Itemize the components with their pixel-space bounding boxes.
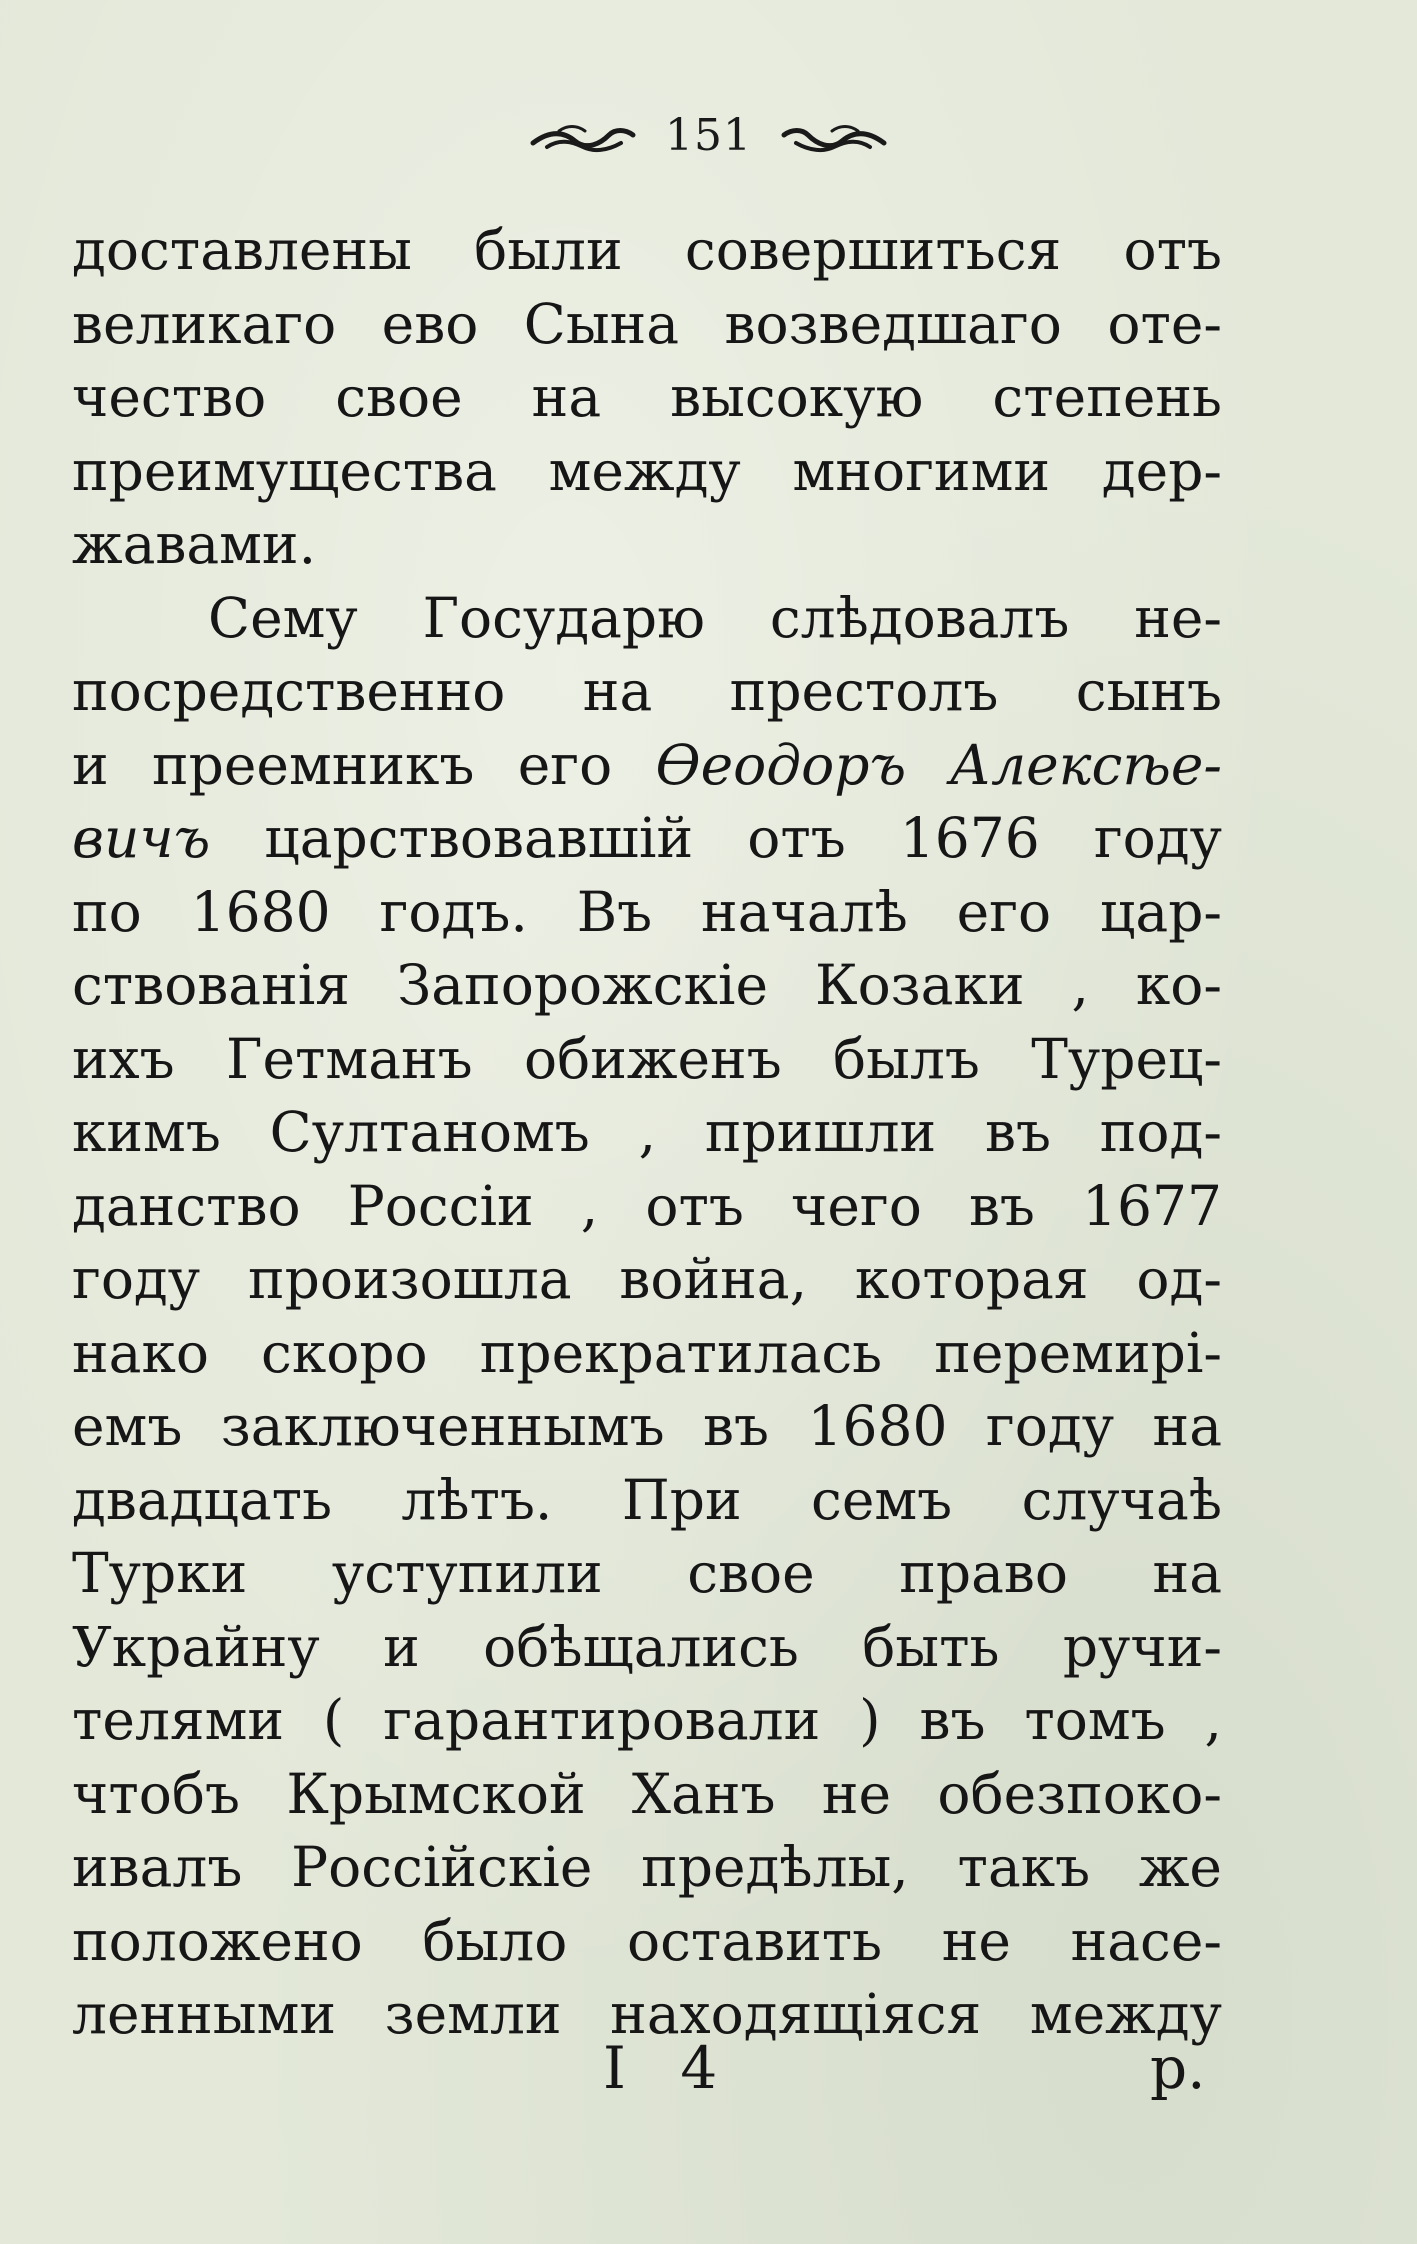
- text-line: году произошла война, которая од-: [72, 1247, 1222, 1311]
- text-line: великаго ево Сына возведшаго оте-: [72, 291, 1222, 356]
- text-line: чество свое на высокую степень: [72, 365, 1222, 429]
- text-line: [72, 729, 1222, 803]
- text-line: ивалъ Россійскіе предѣлы, такъ же: [72, 1835, 1222, 1899]
- italic-name: Ѳеодоръ Алексѣе-: [655, 732, 1222, 797]
- text-line: емъ заключеннымъ въ 1680 году на: [72, 1394, 1222, 1458]
- page-header: [0, 100, 1417, 170]
- text-line: ленными земли находящіяся между: [72, 1982, 1222, 2046]
- page-number: 151: [665, 109, 752, 161]
- text-line: по 1680 годъ. Въ началѣ его цар-: [72, 879, 1222, 944]
- text-line: преимущества между многими дер-: [72, 438, 1222, 503]
- text-segment: царствовавшій отъ 1676 году: [210, 806, 1222, 870]
- text-line: кимъ Султаномъ , пришли въ под-: [72, 1100, 1222, 1164]
- text-line: телями ( гарантировали ) въ томъ ,: [72, 1688, 1222, 1752]
- signature-mark: I 4: [603, 2034, 736, 2102]
- text-line: положено было оставить не насе-: [72, 1908, 1222, 1973]
- text-line: доставлены были совершиться отъ: [72, 218, 1222, 282]
- right-ornament-icon: [778, 113, 888, 157]
- catchword: р.: [1150, 2034, 1206, 2102]
- text-line: данство Россіи , отъ чего въ 1677: [72, 1173, 1222, 1238]
- text-line: жавами.: [72, 512, 317, 576]
- text-line: чтобъ Крымской Ханъ не обезпоко-: [72, 1761, 1222, 1826]
- text-line: ихъ Гетманъ обиженъ былъ Турец-: [72, 1026, 1222, 1091]
- page-footer: [0, 2034, 1417, 2114]
- text-line: Украйну и обѣщались быть ручи-: [72, 1614, 1222, 1679]
- text-line: нако скоро прекратилась перемирі-: [72, 1320, 1222, 1385]
- italic-name: вичъ: [72, 806, 211, 870]
- text-line: двадцать лѣтъ. При семъ случаѣ: [72, 1467, 1222, 1532]
- text-line: [72, 802, 1222, 876]
- text-segment: и преемникъ его: [72, 732, 656, 797]
- text-line: ствованія Запорожскіе Козаки , ко-: [72, 953, 1222, 1017]
- text-line: посредственно на престолъ сынъ: [72, 659, 1222, 723]
- paragraph-start-line: Сему Государю слѣдовалъ не-: [208, 585, 1222, 650]
- left-ornament-icon: [529, 113, 639, 157]
- body-text: [72, 214, 1222, 2052]
- text-line: Турки уступили свое право на: [72, 1541, 1222, 1605]
